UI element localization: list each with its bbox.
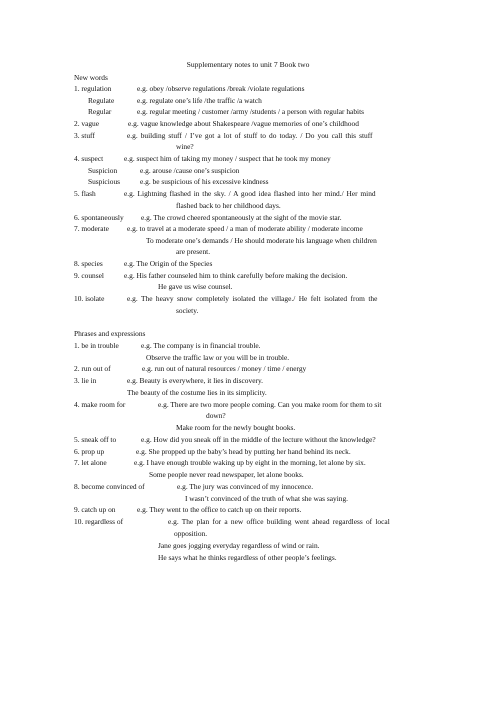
term: Suspicious: [88, 177, 121, 186]
term: 4. make room for: [74, 400, 126, 409]
example-text: e.g. obey /observe regulations /break /violate regulations: [137, 84, 305, 93]
term: Suspicion: [88, 166, 118, 175]
term: 8. become convinced of: [74, 482, 145, 491]
example-continuation: opposition.: [174, 529, 208, 538]
list-item: [74, 84, 111, 93]
term: 1. be in trouble: [74, 341, 119, 350]
example-text: e.g. run out of natural resources / money / time / energy: [142, 364, 307, 373]
term: 7. moderate: [74, 224, 109, 233]
term: Regular: [88, 107, 112, 116]
section-heading-new-words: New words: [74, 73, 108, 82]
term: 10. isolate: [74, 294, 105, 303]
example-continuation: wine?: [176, 142, 194, 151]
example-continuation: down?: [206, 411, 226, 420]
example-text: e.g. building stuff / I’ve got a lot of stuff to do today. / Do you call this stuff: [127, 131, 373, 140]
term: 6. prop up: [74, 447, 105, 456]
example-text: e.g. Lightning flashed in the sky. / A good idea flashed into her mind./ Her mind: [124, 189, 376, 198]
term: 2. run out of: [74, 364, 111, 373]
example-text: e.g. suspect him of taking my money / suspect that he took my money: [124, 154, 331, 163]
example-continuation: Make room for the newly bought books.: [176, 423, 296, 432]
example-continuation: He says what he thinks regardless of other people’s feelings.: [158, 553, 337, 562]
example-continuation: flashed back to her childhood days.: [176, 201, 281, 210]
term: 8. species: [74, 259, 103, 268]
example-continuation: Observe the traffic law or you will be in trouble.: [146, 353, 290, 362]
term: 5. sneak off to: [74, 435, 117, 444]
term: 5. flash: [74, 189, 96, 198]
example-text: e.g. be suspicious of his excessive kindness: [140, 177, 269, 186]
example-text: e.g. The plan for a new office building went ahead regardless of local: [168, 517, 390, 526]
example-text: e.g. Beauty is everywhere, it lies in discovery.: [127, 376, 264, 385]
example-text: e.g. arouse /cause one’s suspicion: [140, 166, 240, 175]
example-text: e.g. The heavy snow completely isolated the village./ He felt isolated from the: [127, 294, 378, 303]
example-text: e.g. She propped up the baby’s head by putting her hand behind its neck.: [136, 447, 351, 456]
example-continuation: I wasn’t convinced of the truth of what she was saying.: [185, 494, 349, 503]
page-title: Supplementary notes to unit 7 Book two: [186, 60, 310, 69]
example-text: e.g. The crowd cheered spontaneously at the sight of the movie star.: [141, 213, 342, 222]
example-text: e.g. There are two more people coming. Can you make room for them to sit: [158, 400, 382, 409]
term: 1. regulation: [74, 84, 112, 93]
example-continuation: Some people never read newspaper, let alone books.: [149, 470, 304, 479]
example-text: e.g. vague knowledge about Shakespeare /vague memories of one’s childhood: [128, 119, 359, 128]
example-text: e.g. His father counseled him to think carefully before making the decision.: [124, 271, 348, 280]
term: 9. catch up on: [74, 505, 116, 514]
term: 3. lie in: [74, 376, 97, 385]
term: 6. spontaneously: [74, 213, 124, 222]
example-text: e.g. The jury was convinced of my innocence.: [177, 482, 314, 491]
example-text: e.g. They went to the office to catch up on their reports.: [137, 505, 302, 514]
term: 9. counsel: [74, 271, 104, 280]
example-continuation: society.: [176, 306, 199, 315]
example-text: e.g. regular meeting / customer /army /students / a person with regular habits: [137, 107, 364, 116]
term: 3. stuff: [74, 131, 95, 140]
section-heading-phrases: Phrases and expressions: [74, 329, 146, 338]
term: 2. vague: [74, 119, 100, 128]
example-continuation: Jane goes jogging everyday regardless of wind or rain.: [158, 541, 320, 550]
example-continuation: are present.: [176, 247, 211, 256]
term: 4. suspect: [74, 154, 104, 163]
example-text: e.g. to travel at a moderate speed / a man of moderate ability / moderate income: [127, 224, 363, 233]
term: Regulate: [88, 96, 115, 105]
example-continuation: The beauty of the costume lies in its simplicity.: [127, 388, 267, 397]
example-continuation: To moderate one’s demands / He should moderate his language when children: [146, 236, 377, 245]
example-text: e.g. The Origin of the Species: [124, 259, 213, 268]
term: 7. let alone: [74, 458, 107, 467]
example-text: e.g. How did you sneak off in the middle of the lecture without the knowledge?: [141, 435, 376, 444]
example-continuation: He gave us wise counsel.: [158, 282, 233, 291]
example-text: e.g. regulate one’s life /the traffic /a watch: [137, 96, 262, 105]
term: 10. regardless of: [74, 517, 124, 526]
example-text: e.g. The company is in financial trouble.: [141, 341, 261, 350]
example-text: e.g. I have enough trouble waking up by eight in the morning, let alone by six.: [134, 458, 366, 467]
